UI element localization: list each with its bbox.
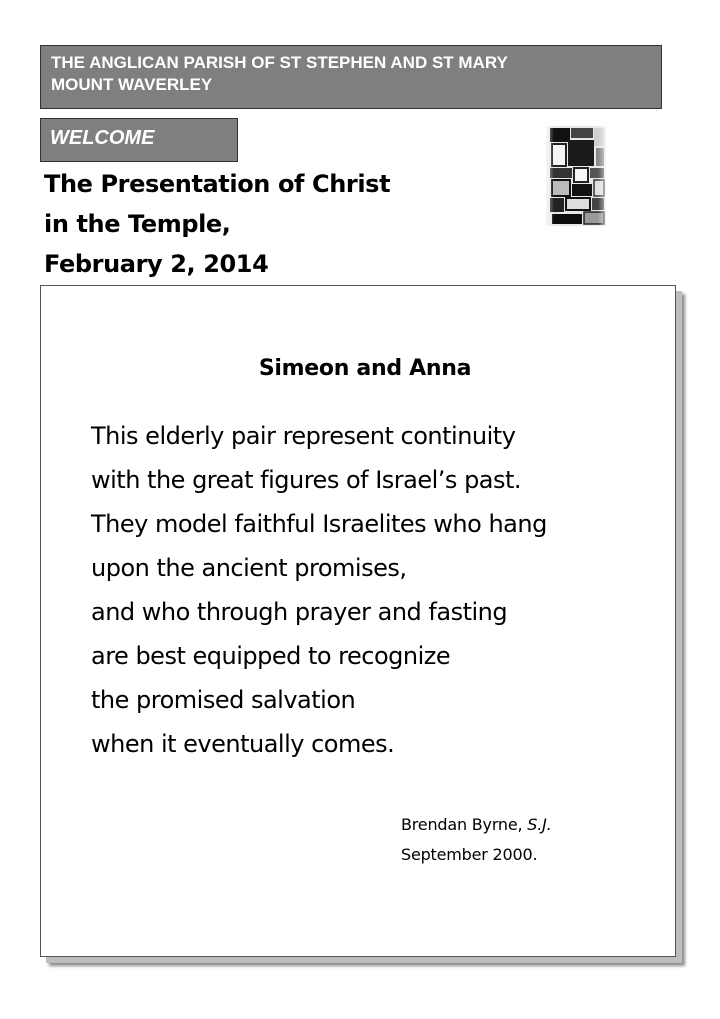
parish-banner xyxy=(40,45,662,109)
welcome-tab xyxy=(40,118,238,162)
reading-line: They model faithful Israelites who hang xyxy=(91,510,547,538)
feast-title-line-1: The Presentation of Christ xyxy=(44,170,391,198)
reading-line: This elderly pair represent continuity xyxy=(91,422,516,450)
reading-line: when it eventually comes. xyxy=(91,730,395,758)
attribution-date: September 2000. xyxy=(401,845,538,864)
reading-text xyxy=(91,414,661,766)
feast-date: February 2, 2014 xyxy=(44,250,269,278)
stained-glass-window-icon xyxy=(540,124,612,228)
reading-line: are best equipped to recognize xyxy=(91,642,451,670)
parish-location: MOUNT WAVERLEY xyxy=(51,75,213,94)
reading-title: Simeon and Anna xyxy=(258,356,472,381)
reading-line: and who through prayer and fasting xyxy=(91,598,508,626)
author-name: Brendan Byrne, xyxy=(401,815,523,834)
reading-line: upon the ancient promises, xyxy=(91,554,407,582)
reading-line: the promised salvation xyxy=(91,686,356,714)
attribution xyxy=(401,810,651,870)
reading-card xyxy=(40,285,676,957)
welcome-label: WELCOME xyxy=(50,127,155,149)
reading-line: with the great figures of Israel’s past. xyxy=(91,466,522,494)
feast-title-line-2: in the Temple, xyxy=(44,210,231,238)
feast-title xyxy=(44,164,514,284)
author-suffix: S.J. xyxy=(527,815,552,834)
parish-name: THE ANGLICAN PARISH OF ST STEPHEN AND ST MARY xyxy=(51,53,508,72)
